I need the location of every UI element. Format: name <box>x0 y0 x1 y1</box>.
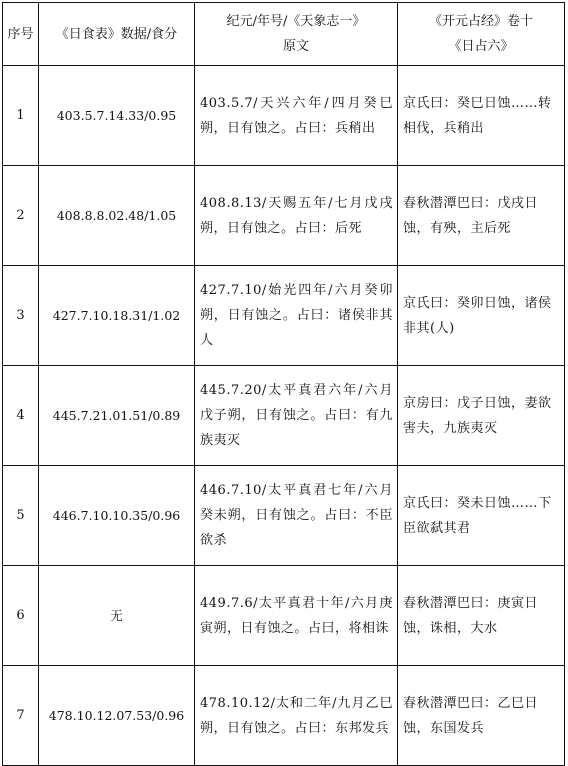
header-kaiyuan-line2: 《日占六》 <box>448 39 514 54</box>
header-row <box>3 3 565 66</box>
row-index: 4 <box>3 366 39 466</box>
row-source-text: 478.10.12/太和二年/九月乙巳朔，日有蚀之。占曰：东邦发兵 <box>195 666 398 766</box>
row-eclipse-data: 无 <box>39 566 195 666</box>
row-source-text: 427.7.10/始光四年/六月癸卯朔，日有蚀之。占曰：诸侯非其人 <box>195 266 398 366</box>
row-index: 1 <box>3 66 39 166</box>
row-eclipse-data: 427.7.10.18.31/1.02 <box>39 266 195 366</box>
header-kaiyuan <box>398 3 565 66</box>
table-row <box>3 666 565 766</box>
header-source-text <box>195 3 398 66</box>
row-kaiyuan-text: 春秋潜潭巴曰：庚寅日蚀，诛相，大水 <box>398 566 565 666</box>
row-source-text: 449.7.6/太平真君十年/六月庚寅朔，日有蚀之。占曰，将相诛 <box>195 566 398 666</box>
row-eclipse-data: 408.8.8.02.48/1.05 <box>39 166 195 266</box>
eclipse-table-container <box>2 2 565 766</box>
table-row <box>3 566 565 666</box>
row-source-text: 446.7.10/太平真君七年/六月癸未朔，日有蚀之。占曰：不臣欲杀 <box>195 466 398 566</box>
row-eclipse-data: 445.7.21.01.51/0.89 <box>39 366 195 466</box>
header-eclipse-data: 《日食表》数据/食分 <box>39 3 195 66</box>
eclipse-table <box>2 2 565 766</box>
row-index: 7 <box>3 666 39 766</box>
header-source-line2: 原文 <box>282 39 309 54</box>
table-header <box>3 3 565 66</box>
table-row <box>3 366 565 466</box>
table-row <box>3 166 565 266</box>
header-source-line1: 纪元/年号/《天象志一》 <box>226 14 366 29</box>
row-kaiyuan-text: 春秋潜潭巴曰：乙巳日蚀，东国发兵 <box>398 666 565 766</box>
row-index: 3 <box>3 266 39 366</box>
row-index: 2 <box>3 166 39 266</box>
header-kaiyuan-line1: 《开元占经》卷十 <box>428 14 533 29</box>
row-eclipse-data: 478.10.12.07.53/0.96 <box>39 666 195 766</box>
row-kaiyuan-text: 京氏曰：癸卯日蚀，诸侯非其(人) <box>398 266 565 366</box>
row-source-text: 408.8.13/天赐五年/七月戊戌朔，日有蚀之。占曰：后死 <box>195 166 398 266</box>
row-index: 5 <box>3 466 39 566</box>
row-kaiyuan-text: 京氏曰：癸未日蚀……下臣欲弑其君 <box>398 466 565 566</box>
row-index: 6 <box>3 566 39 666</box>
table-row <box>3 66 565 166</box>
table-row <box>3 466 565 566</box>
header-index: 序号 <box>3 3 39 66</box>
row-kaiyuan-text: 京氏曰：癸巳日蚀……转相伐，兵稍出 <box>398 66 565 166</box>
row-kaiyuan-text: 京房曰：戊子日蚀，妻欲害夫，九族夷灭 <box>398 366 565 466</box>
row-source-text: 403.5.7/天兴六年/四月癸巳朔，日有蚀之。占曰：兵稍出 <box>195 66 398 166</box>
table-row <box>3 266 565 366</box>
table-body <box>3 66 565 766</box>
row-source-text: 445.7.20/太平真君六年/六月戊子朔，日有蚀之。占曰：有九族夷灭 <box>195 366 398 466</box>
row-kaiyuan-text: 春秋潜潭巴曰：戊戌日蚀，有殃，主后死 <box>398 166 565 266</box>
row-eclipse-data: 446.7.10.10.35/0.96 <box>39 466 195 566</box>
row-eclipse-data: 403.5.7.14.33/0.95 <box>39 66 195 166</box>
